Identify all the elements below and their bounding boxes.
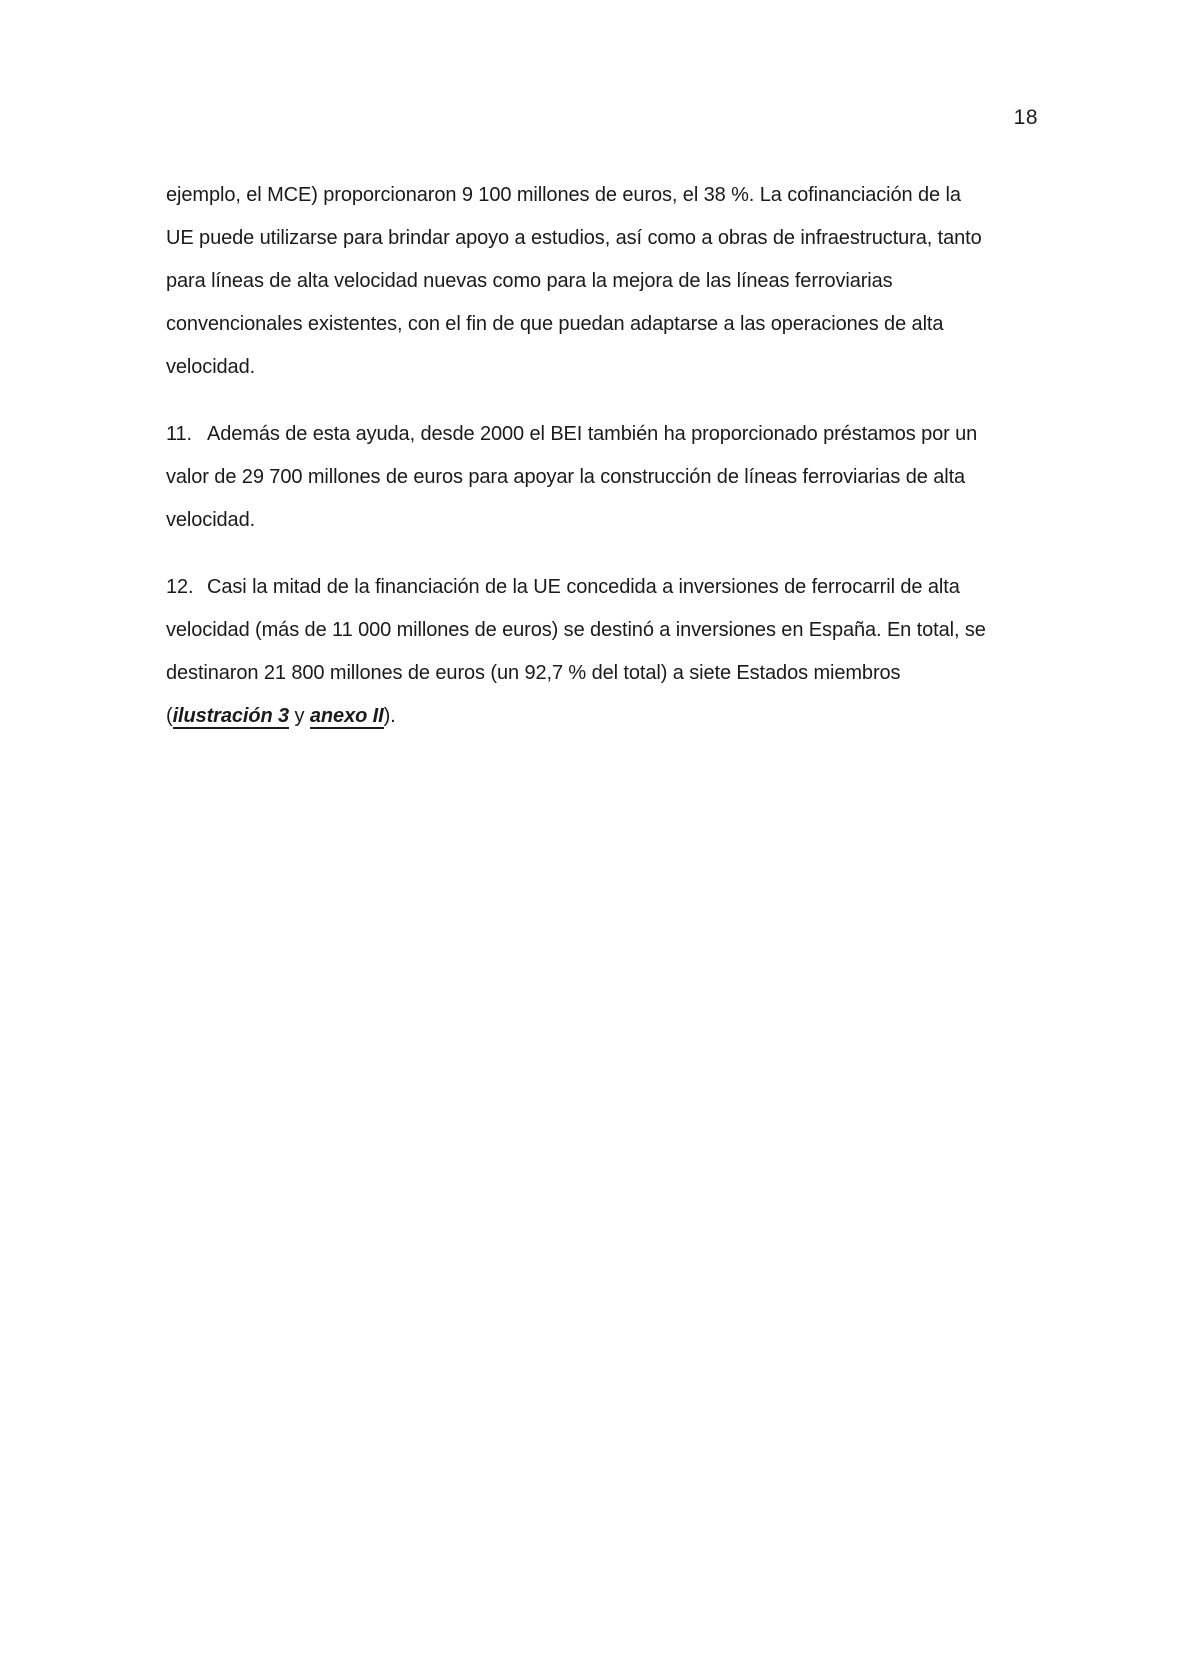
link-ilustracion-3[interactable]: ilustración 3 [172,705,290,727]
text-line [166,566,1076,609]
list-number: 12. [166,576,194,598]
text-line [166,695,1076,738]
text-line: convencionales existentes, con el fin de que puedan adaptarse a las operaciones de alta [166,313,944,335]
paragraph-11 [166,413,1076,542]
text-line: velocidad (más de 11 000 millones de euros) se destinó a inversiones en España. En total, se [166,619,986,641]
text-line: UE puede utilizarse para brindar apoyo a estudios, así como a obras de infraestructura, tanto [166,227,982,249]
text-line: valor de 29 700 millones de euros para apoyar la construcción de líneas ferroviarias de alta [166,466,966,488]
text-fragment: ( [166,705,173,727]
text-line [166,413,1076,456]
text-line: ejemplo, el MCE) proporcionaron 9 100 millones de euros, el 38 %. La cofinanciación de la [166,184,961,206]
link-anexo-ii[interactable]: anexo II [309,705,384,727]
list-number: 11. [166,423,193,445]
text-line: velocidad. [166,509,256,531]
text-line: Casi la mitad de la financiación de la UE concedida a inversiones de ferrocarril de alta [207,576,960,598]
paragraph-continuation [166,174,1076,389]
text-line: para líneas de alta velocidad nuevas como para la mejora de las líneas ferroviarias [166,270,893,292]
text-line: destinaron 21 800 millones de euros (un 92,7 % del total) a siete Estados miembros [166,662,901,684]
text-fragment: y [289,705,310,727]
page-number: 18 [1013,106,1038,129]
text-line: Además de esta ayuda, desde 2000 el BEI también ha proporcionado préstamos por un [207,423,978,445]
text-fragment: ). [383,705,396,727]
text-line: velocidad. [166,356,256,378]
paragraph-12 [166,566,1076,738]
document-page [166,174,1076,762]
